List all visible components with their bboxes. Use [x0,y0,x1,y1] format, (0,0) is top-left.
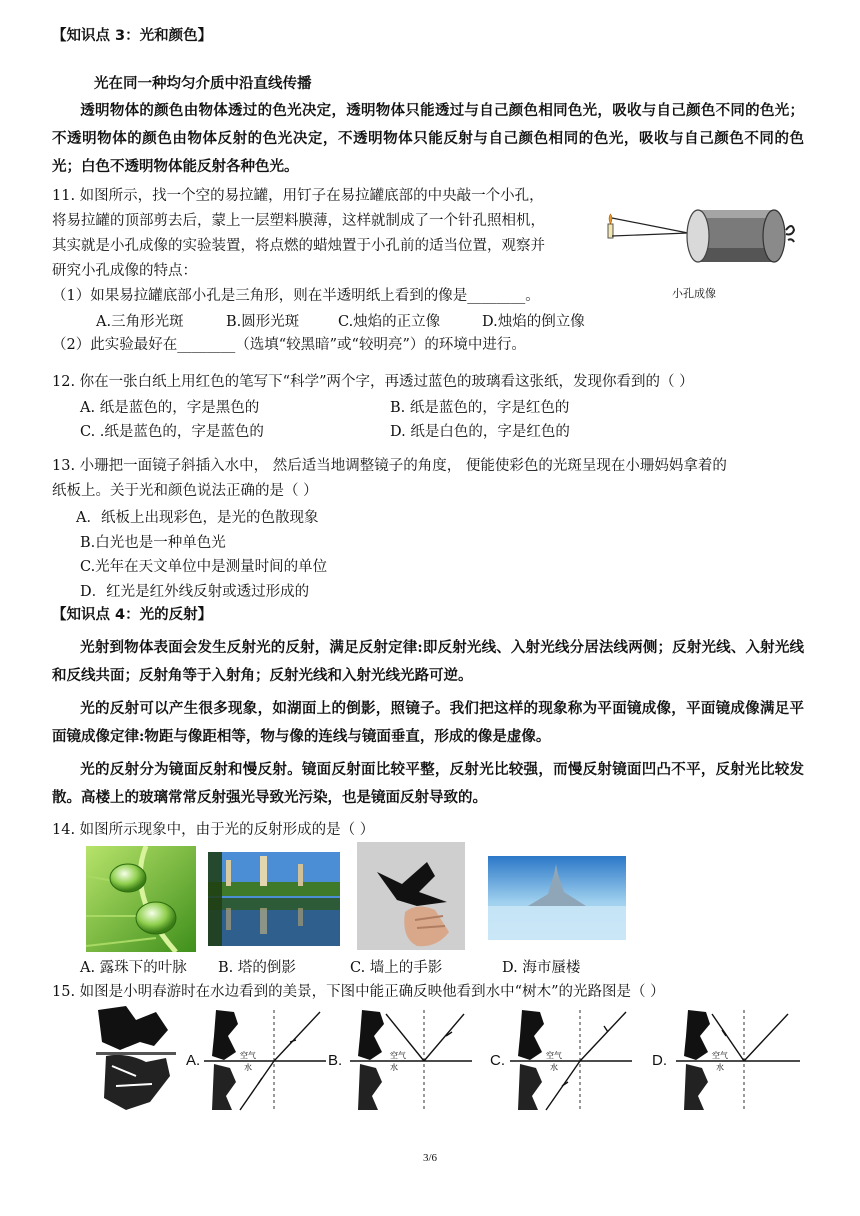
pinhole-camera-figure [600,200,810,282]
q12-option-a: A. 纸是蓝色的，字是黑色的 [80,400,260,416]
q13-option-a: A．纸板上出现彩色，是光的色散现象 [76,510,319,526]
q14-caption-b: B. 塔的倒影 [218,960,296,976]
q15-b-water-label: 水 [390,1063,398,1072]
q15-label-a: A. [186,1052,201,1069]
q12-option-b: B. 纸是蓝色的，字是红色的 [390,400,570,416]
pagoda-reflection-image [208,852,340,946]
q13-option-d: D．红光是红外线反射或透过形成的 [80,584,310,600]
kp4-paragraph-2-text: 光的反射可以产生很多现象，如湖面上的倒影，照镜子。我们把这样的现象称为平面镜成像，平面镜成像满足平面镜成像定律:物距与像距相等，物与像的连线与镜面垂直，形成的像是虚像。 [52,700,804,745]
pinhole-figure-caption: 小孔成像 [672,288,716,300]
q14-caption-d: D. 海市蜃楼 [502,960,581,976]
leaf-dew-image [86,846,196,952]
q15-c-water-label: 水 [550,1063,558,1072]
q11-option-d: D.烛焰的倒立像 [482,314,585,330]
q13-option-b: B.白光也是一种单色光 [80,535,226,551]
q15-diagram-b [350,1006,472,1112]
q15-label-c: C. [490,1052,505,1069]
q11-option-c: C.烛焰的正立像 [338,314,441,330]
kp4-paragraph-2 [52,695,804,751]
q14-caption-c: C. 墙上的手影 [350,960,443,976]
page-number: 3/6 [422,1152,438,1164]
kp3-paragraph-text: 透明物体的颜色由物体透过的色光决定，透明物体只能透过与自己颜色相同色光，吸收与自己颜色不同的色光；不透明物体的颜色由物体反射的色光决定，不透明物体只能反射与自己颜色相同的色光，吸收与自己颜色不同的色光；白色不透明物体能反射各种色光。 [52,102,804,175]
q11-option-b: B.圆形光斑 [226,314,300,330]
q13-line2: 纸板上。关于光和颜色说法正确的是（ ） [52,483,318,499]
kp4-paragraph-1-text: 光射到物体表面会发生反射光的反射，满足反射定律:即反射光线、入射光线分居法线两侧；反射光线、入射光线和反线共面；反射角等于入射角；反射光线和入射光线光路可逆。 [52,639,804,684]
kp3-line1: 光在同一种均匀介质中沿直线传播 [94,75,312,92]
q15-a-air-label: 空气 [240,1051,256,1060]
hand-shadow-image [357,842,465,950]
kp3-paragraph [52,97,804,181]
q14-caption-a: A. 露珠下的叶脉 [80,960,187,976]
q14-stem: 14. 如图所示现象中，由于光的反射形成的是（ ） [52,822,375,838]
q15-stem: 15. 如图是小明春游时在水边看到的美景，下图中能正确反映他看到水中“树木”的光路图是（ ） [52,984,665,1000]
q11-option-a: A.三角形光斑 [96,314,184,330]
q13-line1: 13. 小珊把一面镜子斜插入水中， 然后适当地调整镜子的角度， 便能使彩色的光斑呈现在小珊妈妈拿着的 [52,458,727,474]
q15-d-water-label: 水 [716,1063,724,1072]
q11-line3: 其实就是小孔成像的实验装置，将点燃的蜡烛置于小孔前的适当位置，观察并 [52,238,545,254]
q12-option-c: C. .纸是蓝色的，字是蓝色的 [80,424,264,440]
q13-option-c: C.光年在天文单位中是测量时间的单位 [80,559,328,575]
q15-diagram-c [510,1006,632,1112]
q15-label-b: B. [328,1052,343,1069]
q11-line1: 11. 如图所示，找一个空的易拉罐，用钉子在易拉罐底部的中央敲一个小孔， [52,188,544,204]
q15-a-water-label: 水 [244,1063,252,1072]
q15-b-air-label: 空气 [390,1051,406,1060]
q15-d-air-label: 空气 [712,1051,728,1060]
q15-c-air-label: 空气 [546,1051,562,1060]
kp4-paragraph-3 [52,756,804,812]
mirage-image [488,856,626,940]
q12-option-d: D. 纸是白色的，字是红色的 [390,424,570,440]
q15-diagram-a [204,1006,326,1112]
kp4-title: 【知识点 4：光的反射】 [52,607,213,623]
q11-sub1: （1）如果易拉罐底部小孔是三角形，则在半透明纸上看到的像是________。 [52,288,540,304]
q15-diagram-d [676,1006,800,1112]
waterside-scene-image [96,1006,176,1112]
q12-stem: 12. 你在一张白纸上用红色的笔写下“科学”两个字，再透过蓝色的玻璃看这张纸，发现你看到的（ ） [52,374,694,390]
q11-line2: 将易拉罐的顶部剪去后，蒙上一层塑料膜薄，这样就制成了一个针孔照相机， [52,213,545,229]
kp4-paragraph-1 [52,634,804,690]
q11-sub2: （2）此实验最好在________（选填“较黑暗”或“较明亮”）的环境中进行。 [52,337,526,353]
q11-line4: 研究小孔成像的特点： [52,263,197,279]
q15-label-d: D. [652,1052,667,1069]
kp4-paragraph-3-text: 光的反射分为镜面反射和慢反射。镜面反射面比较平整，反射光比较强，而慢反射镜面凹凸不平，反射光比较发散。高楼上的玻璃常常反射强光导致光污染，也是镜面反射导致的。 [52,761,804,806]
kp3-title: 【知识点 3：光和颜色】 [52,28,213,44]
